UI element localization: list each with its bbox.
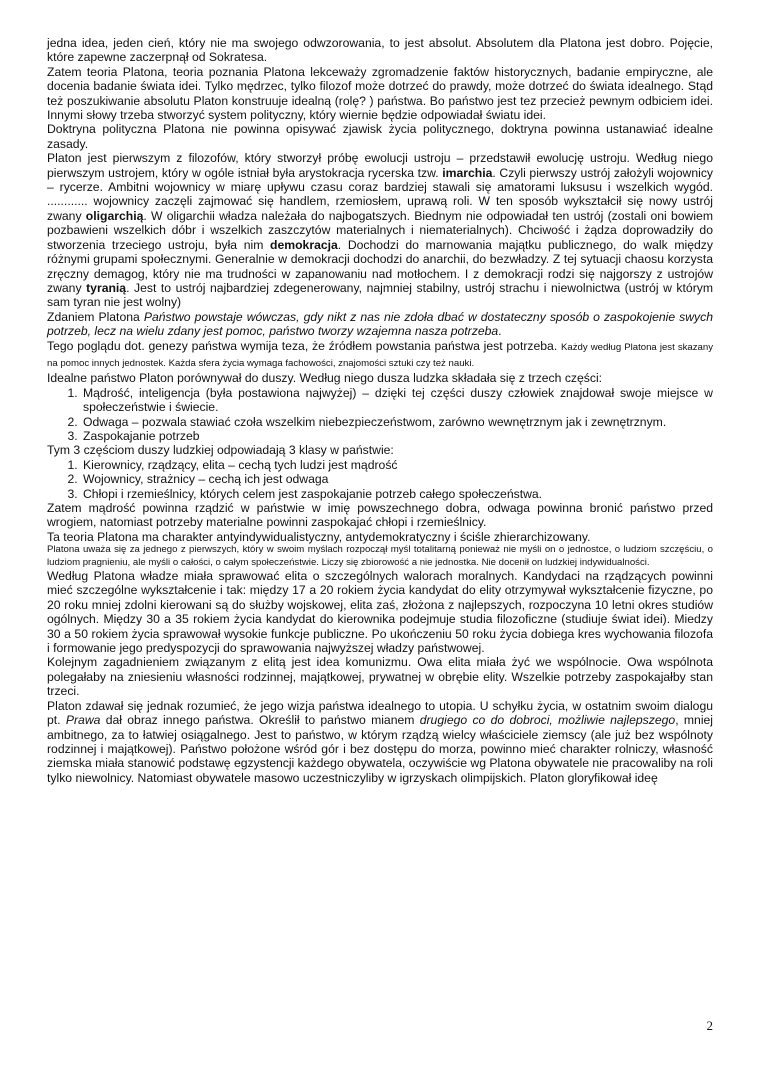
term-demokracja: demokracja	[270, 237, 338, 252]
paragraph-character: Ta teoria Platona ma charakter antyindywidualistyczny, antydemokratyczny i ściśle zhierarchizowany.	[47, 529, 591, 544]
paragraph-utopia: Platon zdawał się jednak rozumieć, że jego wizja państwa idealnego to utopia. U schyłku życia, w ostatnim swoim dialogu pt. Prawa dał obraz innego państwa. Określił to państwo mianem drugiego co do dobroci, możliwie najlepszego, mniej ambitnego, za to łatwiej osiągalnego. Jest to państwo, w którym rządzą wielcy właściciele ziemscy (ale już bez wspólnoty rodzinnej i majątkowej). Państwo położone wśród gór i bez dostępu do morza, powinno mieć charakter rolniczy, własność ziemska miała stanowić podstawę egzystencji każdego obywatela, oczywiście wg Platona obywatele nie pracowaliby na roli tylko niewolnicy. Natomiast obywatele masowo uczestniczyliby w igrzyskach olimpijskich. Platon gloryfikował ideę	[47, 698, 714, 785]
paragraph-need: Tego poglądu dot. genezy państwa wymija teza, że źródłem powstania państwa jest potrzeba. Każdy według Platona jest skazany na pomoc innych jednostek. Każda sfera życia wymaga fachowości, znajomości sztuki czy też nauki.	[47, 338, 714, 369]
paragraph-doctrine: Doktryna polityczna Platona nie powinna opisywać zjawisk życia politycznego, doktryna powinna ustanawiać idealne zasady.	[47, 122, 713, 151]
quote-second-best: drugiego co do dobroci, możliwie najlepszego	[419, 713, 676, 728]
page-number: 2	[706, 1018, 713, 1033]
term-tyrania: tyranią	[86, 280, 127, 295]
paragraph-communism: Kolejnym zagadnieniem związanym z elitą jest idea komunizmu. Owa elita miała żyć we wspólnocie. Owa wspólnota polegałaby na zniesieniu własności rodzinnej, majątkowej, prywatnej w obrębie elity. Wszelkie potrzeby zaspokajałby stan trzeci.	[47, 655, 713, 699]
quote-state: Państwo powstaje wówczas, gdy nikt z nas nie zdoła dbać w dostateczny sposób o zaspokojenie swych potrzeb, lecz na wielu zdany jest pomoc, państwo tworzy wzajemna nasza potrzeba	[47, 309, 713, 339]
list-item: 1. Kierownicy, rządzący, elita – cechą tych ludzi jest mądrość	[81, 458, 713, 472]
list-item: 2. Wojownicy, strażnicy – cechą ich jest odwaga	[81, 472, 713, 486]
paragraph-state-origin: Zdaniem Platona Państwo powstaje wówczas, gdy nikt z nas nie zdoła dbać w dostateczny sposób o zaspokojenie swych potrzeb, lecz na wielu zdany jest pomoc, państwo tworzy wzajemna nasza potrzeba.	[47, 309, 713, 339]
term-oligarchia: oligarchią	[85, 208, 144, 223]
title-prawa: Prawa	[65, 713, 101, 728]
classes-list	[47, 458, 713, 501]
list-item: 2. Odwaga – pozwala stawiać czoła wszelkim niebezpieczeństwom, zarówno wewnętrznym jak i zewnętrznym.	[81, 415, 713, 429]
paragraph-soul: Idealne państwo Platon porównywał do duszy. Według niego dusza ludzka składała się z trzech części:	[47, 371, 603, 386]
paragraph-elite: Według Platona władze miała sprawować elita o szczególnych walorach moralnych. Kandydaci na rządzących powinni mieć szczególne wykształcenie i tak: między 17 a 20 rokiem życia kandydat do elity otrzymywał wykształcenie fizyczne, po 20 roku mniej zdolni kierowani są do służby wojskowej, elita zaś, złożona z najlepszych, rozpoczyna 10 letni okres studiów ogólnych. Między 30 a 35 rokiem życia kandydat do kierownika podejmuje studia filozoficzne (studiuje świat idei). Miedzy 30 a 50 rokiem życia sprawował wysokie funkcje publiczne. Po ukończeniu 50 roku życia dobiega kres wychowania filozofa i formowanie jego predyspozycji do sprawowania najwyższej władzy państwowej.	[47, 569, 713, 656]
term-imarchia: imarchia	[442, 165, 493, 180]
paragraph-classes: Tym 3 częściom duszy ludzkiej odpowiadają 3 klasy w państwie:	[47, 443, 394, 458]
paragraph-totalitarian: Platona uważa się za jednego z pierwszych, który w swoim myślach rozpoczął myśl totalitarną ponieważ nie myśli on o jednostce, o ludziom szczęściu, o ludziom pragnieniu, ale myśli o całości, o całym społeczeństwie. Liczy się zbiorowość a nie jednostka. Nie docenił on ludzkiej indywidualności.	[47, 544, 713, 568]
paragraph-absolute: jedna idea, jeden cień, który nie ma swojego odwzorowania, to jest absolut. Absolutem dla Platona jest dobro. Pojęcie, które zapewne zaczerpnął od Sokratesa.	[47, 36, 713, 65]
list-item: 1. Mądrość, inteligencja (była postawiona najwyżej) – dzięki tej części duszy człowiek znajdował swoje miejsce w społeczeństwie i świecie.	[81, 386, 713, 415]
paragraph-theory: Zatem teoria Platona, teoria poznania Platona lekceważy zgromadzenie faktów historycznych, badanie empiryczne, ale docenia badanie świata idei. Tylko mędrzec, tylko filozof może dotrzeć do prawdy, może dotrzeć do świata idealnego. Stąd też poszukiwanie absolutu Platon konstruuje idealną (rolę? ) państwa. Bo państwo jest tez przecież pewnym odbiciem idei. Innymi słowy trzeba stworzyć system polityczny, który wiernie będzie odpowiadał światu idei.	[47, 64, 713, 123]
small-note: Każdy według Platona jest skazany na pomoc innych jednostek. Każda sfera życia wymaga fachowości, znajomości sztuki czy też nauki.	[47, 341, 714, 369]
paragraph-evolution: Platon jest pierwszym z filozofów, który stworzył próbę ewolucji ustroju – przedstawił ewolucję ustroju. Według niego pierwszym ustrojem, który w ogóle istniał była arystokracja rycerska tzw. imarchia. Czyli pierwszy ustrój założyli wojownicy – rycerze. Ambitni wojownicy w miarę upływu czasu coraz bardziej stawali się amatorami luksusu i wszelkich wygód. ............ wojownicy zaczęli zajmować się handlem, rzemiosłem, uprawą roli. W ten sposób wykształcił się nowy ustrój zwany oligarchią. W oligarchii władza należała do najbogatszych. Biednym nie odpowiadał ten ustrój (zostali oni bowiem pozbawieni wszelkich dóbr i wszelkich zaszczytów materialnych i niematerialnych). Chciwość i żądza doprowadziły do stworzenia trzeciego ustroju, była nim demokracja. Dochodzi do marnowania majątku publicznego, do walk między różnymi grupami społecznymi. Generalnie w demokracji dochodzi do anarchii, do bezwładzy. Z tej sytuacji chaosu korzysta zręczny demagog, który nie ma trudności w zapanowaniu nad motłochem. I z demokracji rodzi się najgorszy z ustrojów zwany tyranią. Jest to ustrój najbardziej zdegenerowany, najmniej stabilny, ustrój strachu i niewolnictwa (ustrój w którym sam tyran nie jest wolny)	[47, 151, 714, 310]
document-page	[47, 36, 713, 785]
soul-parts-list	[47, 386, 713, 444]
paragraph-wisdom: Zatem mądrość powinna rządzić w państwie w imię powszechnego dobra, odwaga powinna bronić państwo przed wrogiem, natomiast potrzeby materialne powinni zaspokajać chłopi i rzemieślnicy.	[47, 501, 713, 530]
list-item: 3. Zaspokajanie potrzeb	[81, 429, 713, 443]
list-item: 3. Chłopi i rzemieślnicy, których celem jest zaspokajanie potrzeb całego społeczeństwa.	[81, 487, 713, 501]
